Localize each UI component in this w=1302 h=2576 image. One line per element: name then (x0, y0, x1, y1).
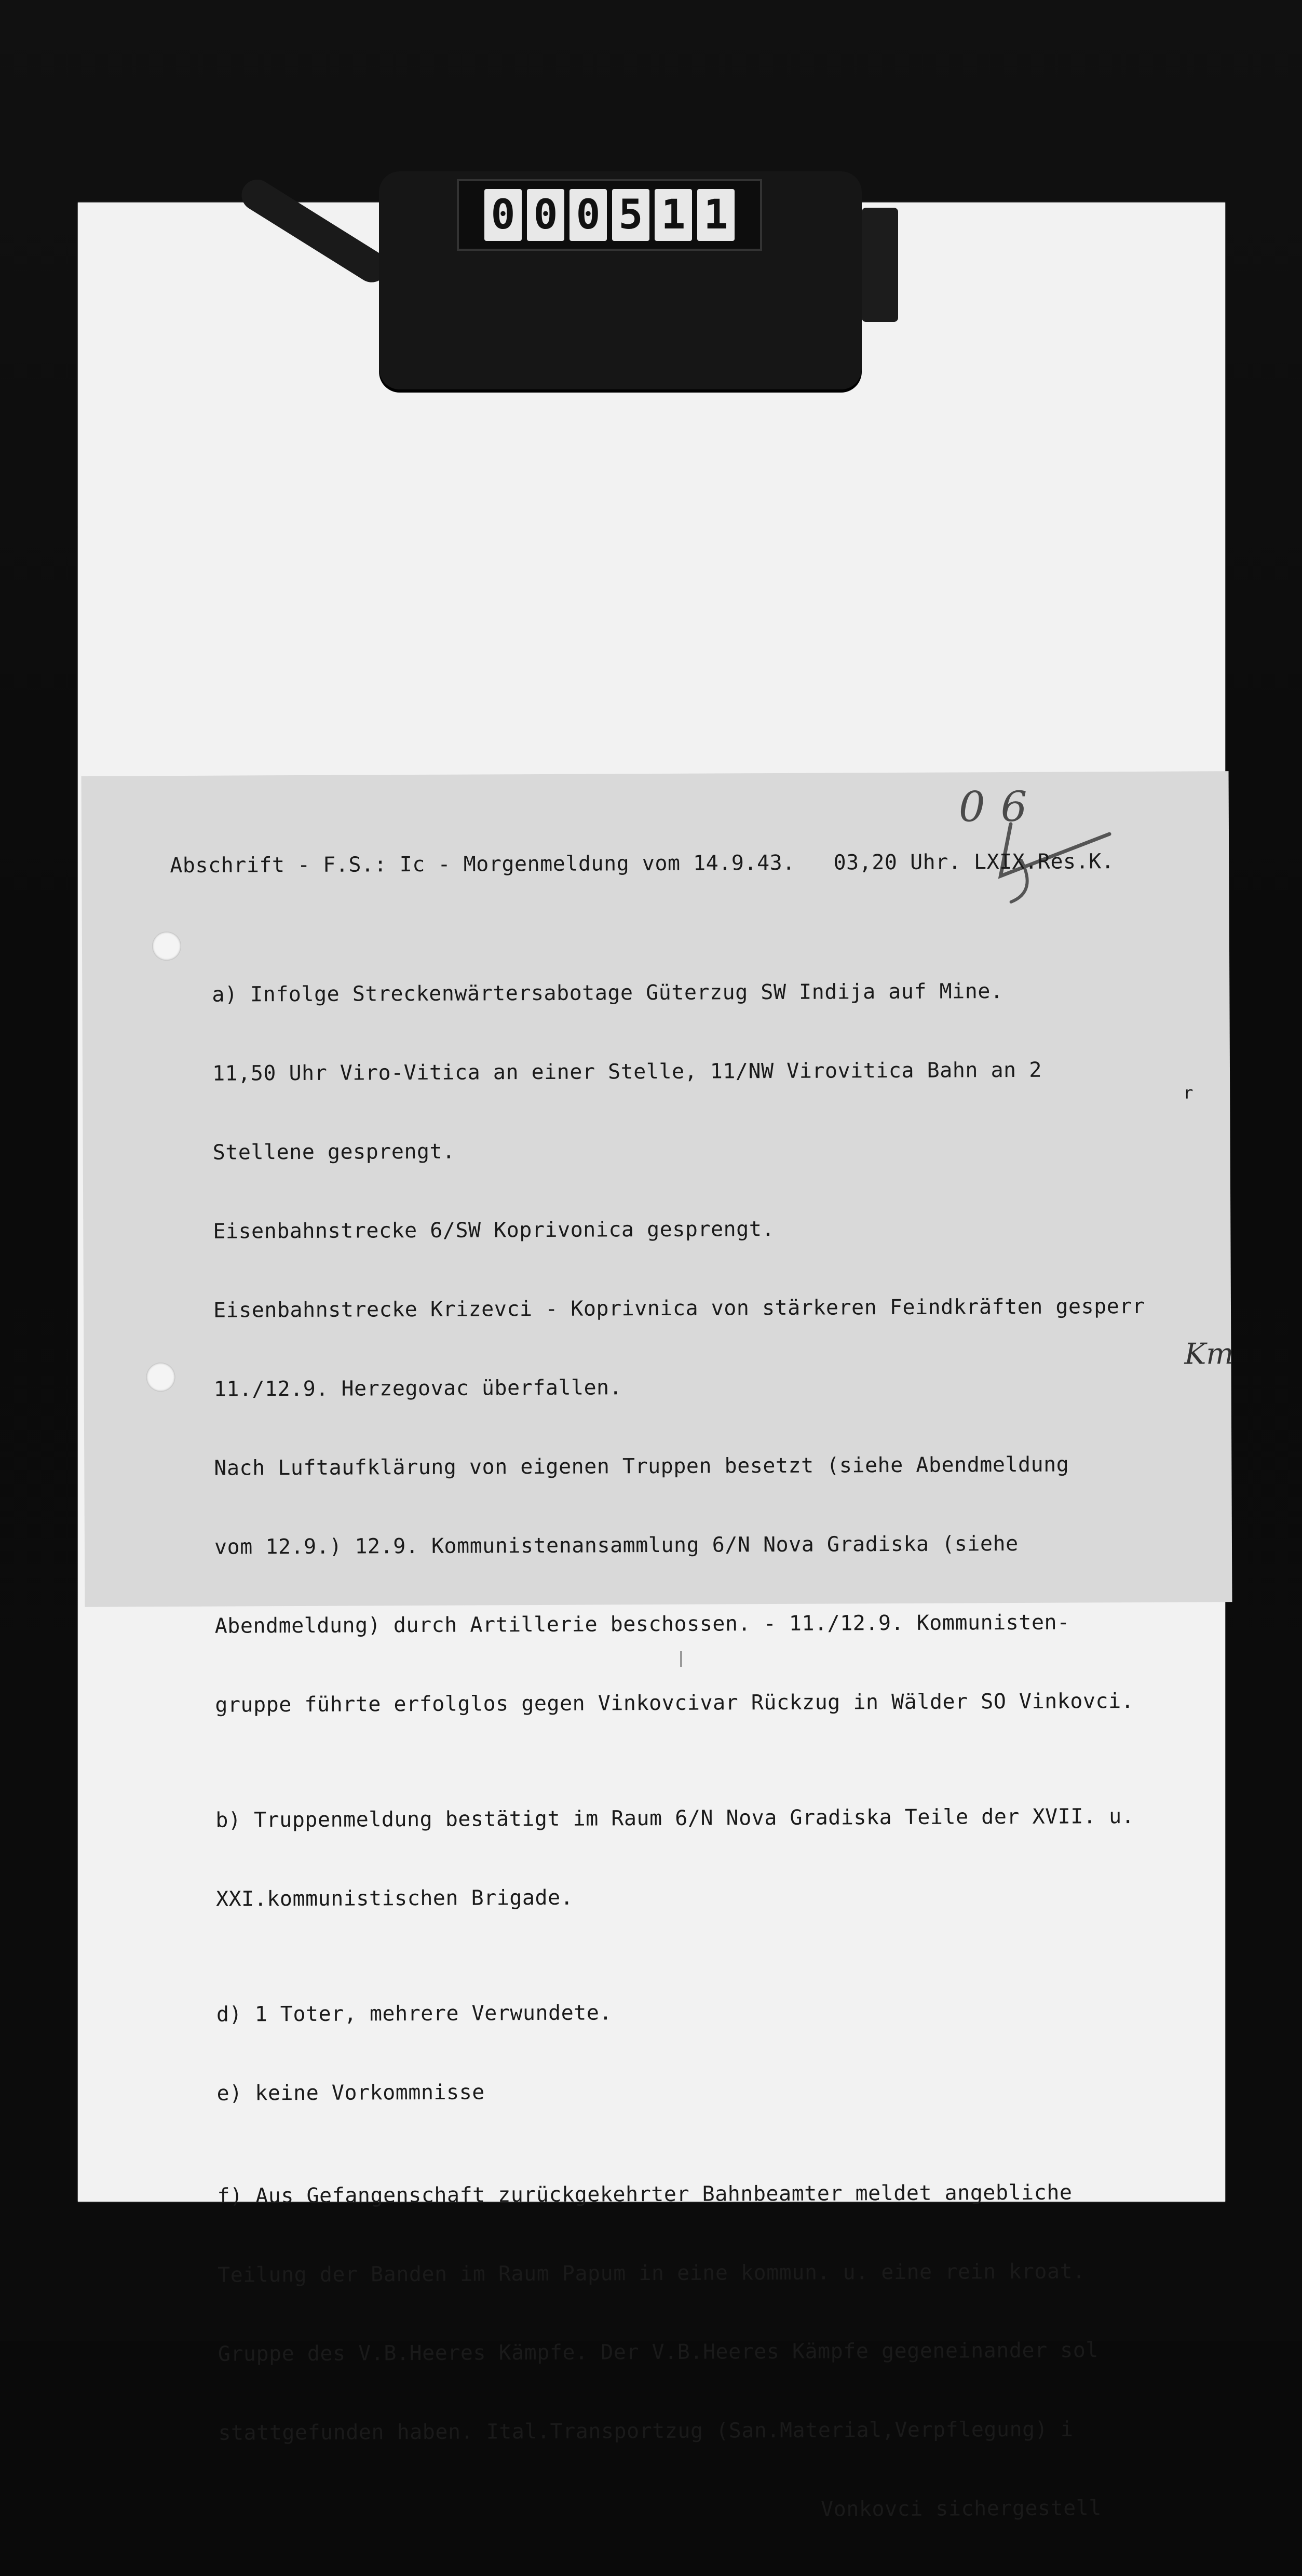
counter-digit: 1 (655, 189, 692, 241)
counter-digit: 0 (484, 189, 522, 241)
punch-hole (146, 1363, 175, 1392)
report-line: Abendmeldung) durch Artillerie beschossen. - 11./12.9. Kommunisten- (214, 1610, 1070, 1638)
report-line-e: e) keine Vorkommnisse (216, 2080, 485, 2106)
report-line-f: Gruppe des V.B.Heeres Kämpfe. Der V.B.Heeres Kämpfe gegeneinander sol (218, 2338, 1099, 2366)
report-line-f: Vonkovci sichergestell (820, 2496, 1102, 2521)
report-line-b: b) Truppenmeldung bestätigt im Raum 6/N Nova Gradiska Teile der XVII. u. (215, 1804, 1135, 1832)
report-line: a) Infolge Streckenwärtersabotage Güterzug SW Indija auf Mine. (212, 979, 1003, 1007)
pencil-mark (680, 1651, 682, 1667)
margin-handwritten-mark: Km (1184, 1337, 1234, 1371)
report-line: 11./12.9. Herzegovac überfallen. (213, 1375, 622, 1401)
report-line-f: Teilung der Banden im Raum Papum in eine kommun. u. eine rein kroat. (218, 2259, 1086, 2287)
counter-digit: 0 (569, 189, 607, 241)
report-header: Abschrift - F.S.: Ic - Morgenmeldung vom 14.9.43. 03,20 Uhr. LXIX.Res.K. (170, 849, 1115, 878)
handwritten-number: 06 (958, 782, 1043, 831)
report-line: Eisenbahnstrecke 6/SW Koprivonica gesprengt. (213, 1217, 775, 1244)
report-line-f: f) Aus Gefangenschaft zurückgekehrter Bahnbeamter meldet angebliche (217, 2180, 1073, 2208)
report-line-f: stattgefunden haben. Ital.Transportzug (San.Material,Verpflegung) i (218, 2417, 1074, 2445)
report-line: gruppe führte erfolglos gegen Vinkovcivar Rückzug in Wälder SO Vinkovci. (215, 1689, 1134, 1717)
report-line: Stellene gesprengt. (212, 1139, 455, 1165)
report-line-b: XXI.kommunistischen Brigade. (215, 1885, 574, 1911)
report-line: vom 12.9.) 12.9. Kommunistenansammlung 6/N Nova Gradiska (siehe (214, 1531, 1019, 1559)
counter-digit: 0 (527, 189, 564, 241)
counter-digit: 1 (697, 189, 735, 241)
report-line: 11,50 Uhr Viro-Vitica an einer Stelle, 11/NW Virovitica Bahn an 2 (212, 1058, 1042, 1086)
frame-counter-display (457, 179, 762, 251)
report-line: Nach Luftaufklärung von eigenen Truppen besetzt (siehe Abendmeldung (214, 1452, 1069, 1480)
report-line-d: d) 1 Toter, mehrere Verwundete. (216, 2001, 613, 2027)
counter-knob (862, 208, 898, 322)
counter-digit: 5 (612, 189, 649, 241)
margin-continuation: r (1183, 1083, 1194, 1103)
report-body (212, 927, 1247, 2575)
typed-report-paper (82, 771, 1234, 2521)
punch-hole (152, 932, 181, 961)
report-line: Eisenbahnstrecke Krizevci - Koprivnica von stärkeren Feindkräften gesperr (213, 1294, 1145, 1323)
